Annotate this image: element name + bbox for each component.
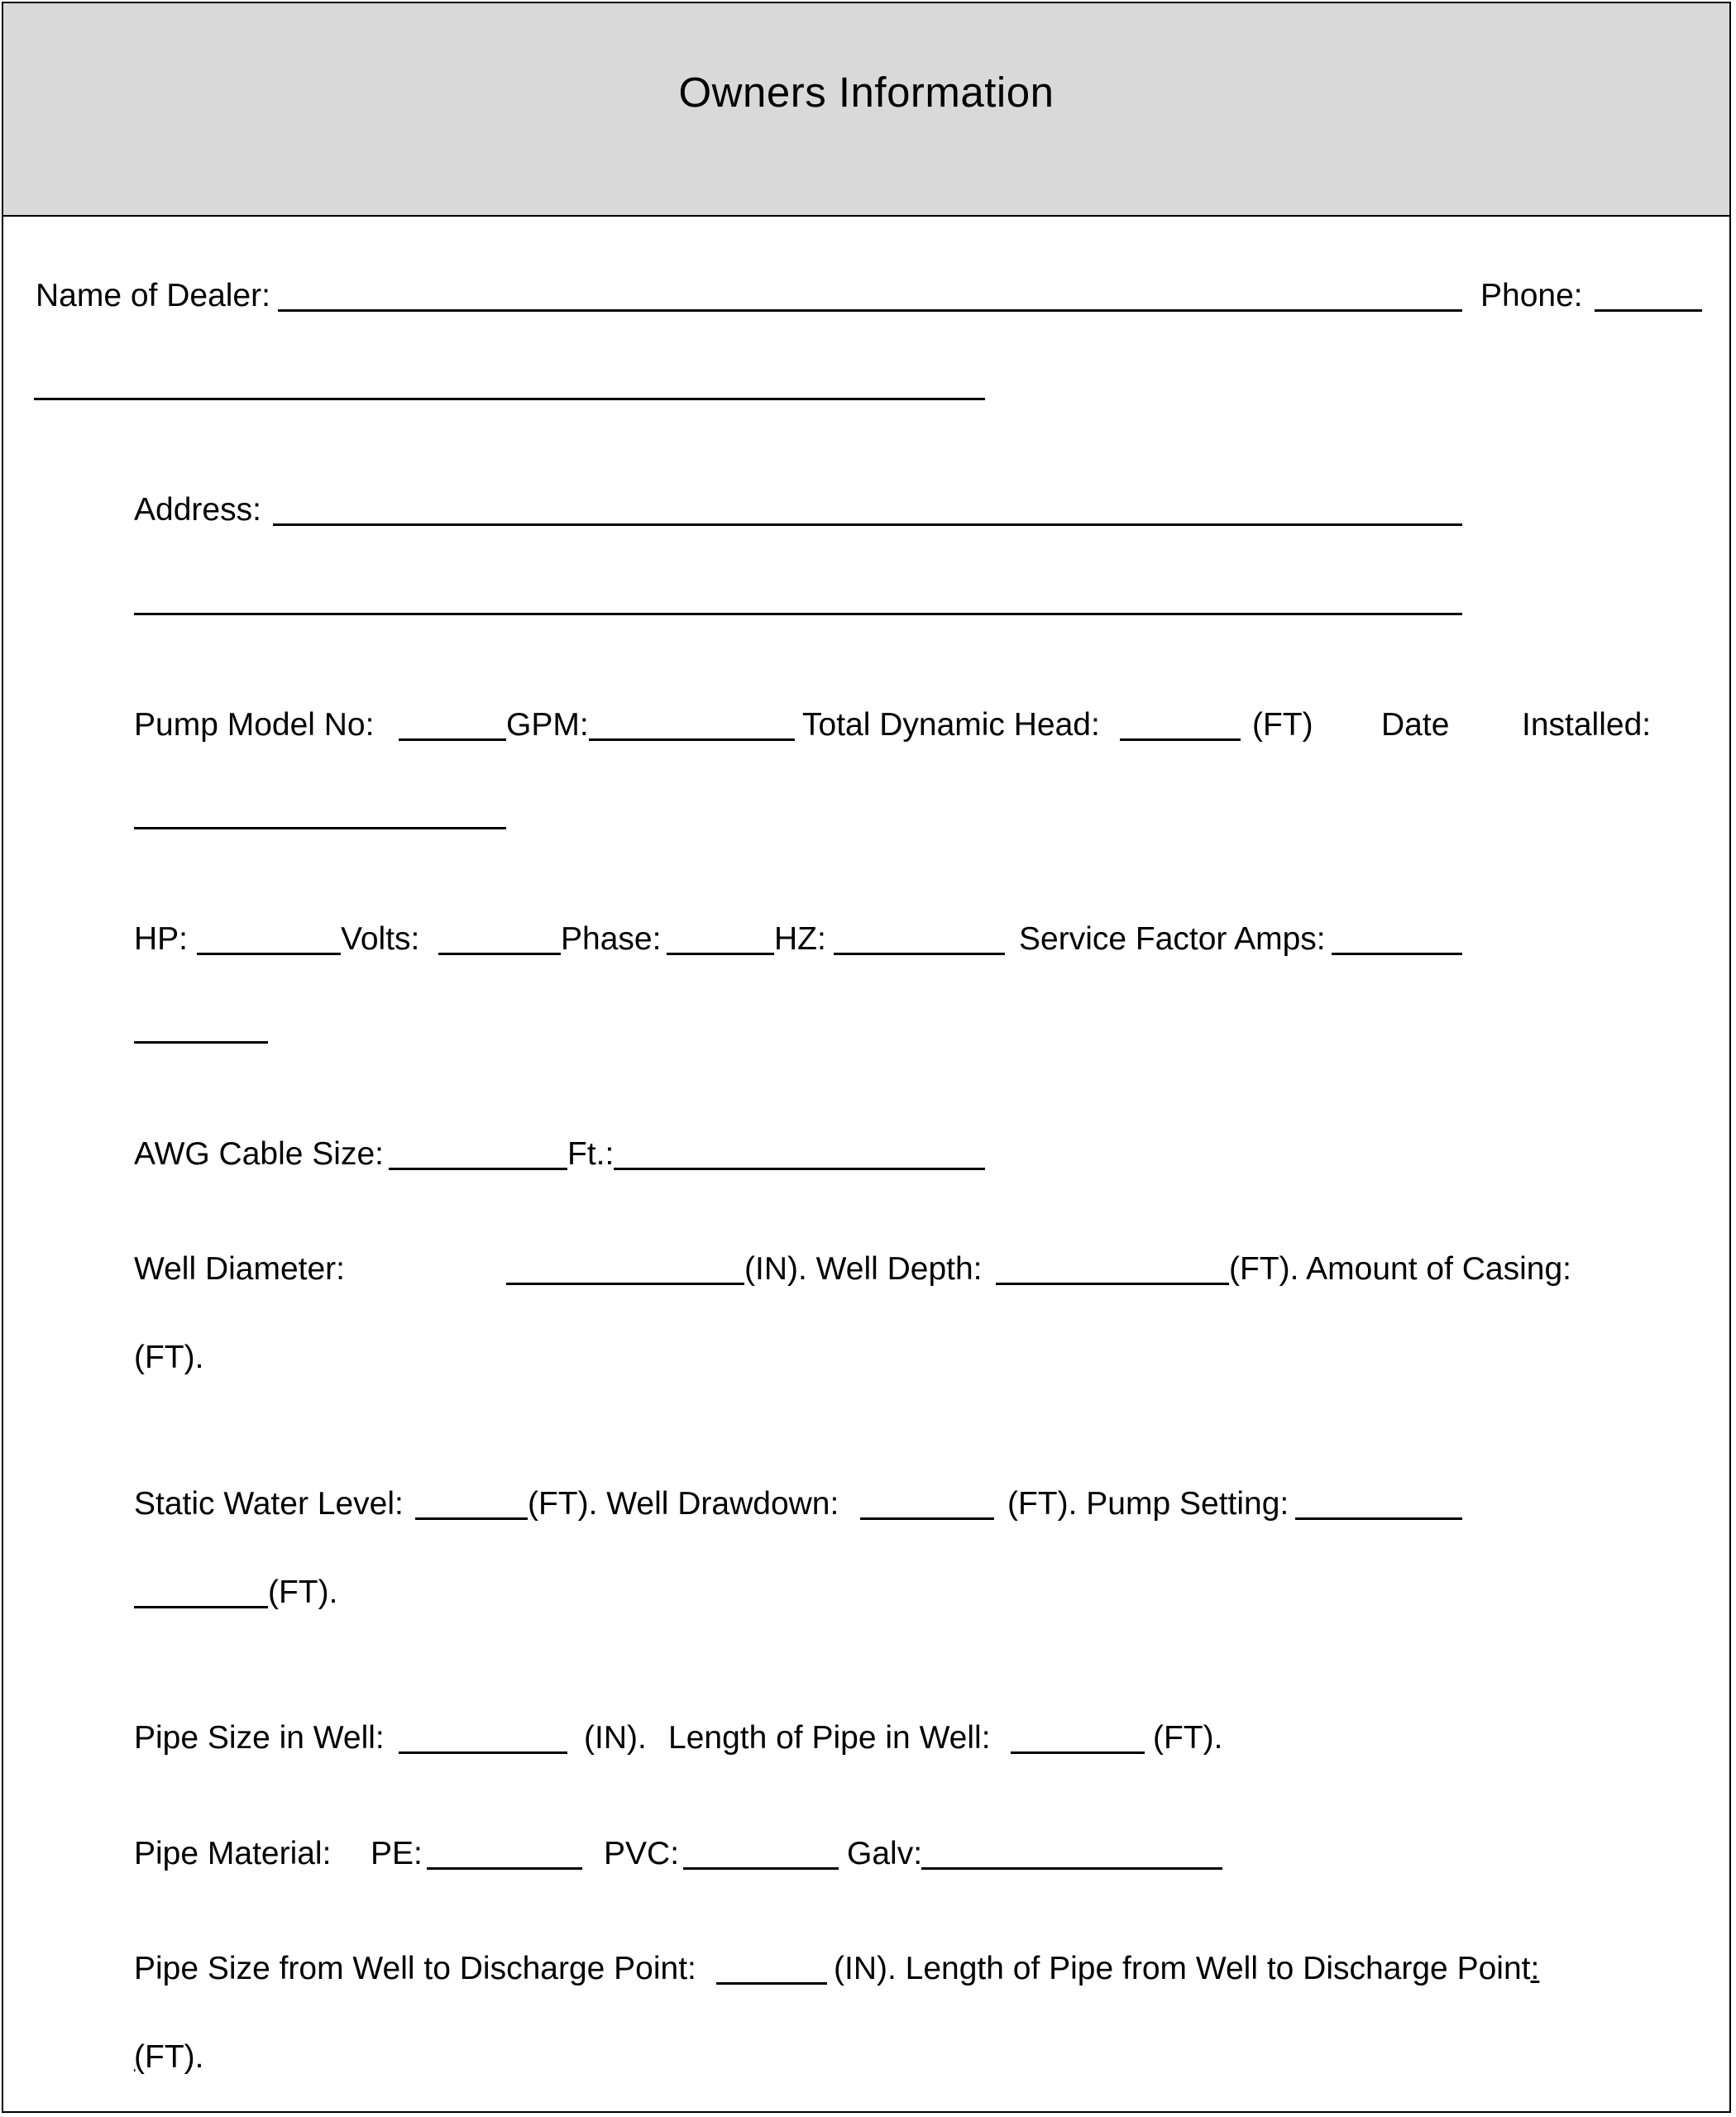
discharge-size-field[interactable]: [716, 1982, 827, 1985]
hp-field[interactable]: [197, 953, 341, 955]
cable-ft-field[interactable]: [614, 1168, 985, 1170]
phone-field[interactable]: [1595, 309, 1702, 312]
well-depth-field[interactable]: [996, 1283, 1229, 1285]
well-diameter-label: Well Diameter:: [134, 1251, 346, 1287]
pipe-length-label: Length of Pipe in Well:: [668, 1720, 991, 1756]
discharge-size-label: Pipe Size from Well to Discharge Point:: [134, 1951, 696, 1986]
pump-setting-field[interactable]: [1295, 1517, 1462, 1520]
hz-label: HZ:: [774, 921, 826, 957]
gpm-label: GPM:: [506, 707, 589, 743]
casing-unit: (FT).: [134, 1340, 204, 1375]
discharge-length-unit-text: FT).: [145, 2039, 204, 2075]
hz-field[interactable]: [834, 953, 1005, 955]
address-label: Address:: [134, 492, 261, 528]
pipe-material-label: Pipe Material:: [134, 1836, 332, 1871]
well-drawdown-field[interactable]: [860, 1517, 994, 1520]
galv-field[interactable]: [921, 1867, 1222, 1870]
pipe-length-field[interactable]: [1011, 1751, 1145, 1754]
pipe-length-unit: (FT).: [1153, 1720, 1223, 1756]
discharge-size-unit: [834, 1952, 1539, 1985]
address-field-line-1[interactable]: [273, 523, 1462, 526]
pump-setting-unit: (FT).: [268, 1575, 338, 1610]
volts-label: Volts:: [341, 921, 420, 957]
tdh-label: Total Dynamic Head:: [802, 707, 1100, 743]
installed-label: Installed:: [1522, 707, 1652, 743]
discharge-length-label: (IN). Length of Pipe from Well to Discharge Point: [834, 1951, 1531, 1986]
well-diameter-unit: (IN). Well Depth:: [744, 1251, 983, 1287]
dealer-label: Name of Dealer:: [36, 278, 270, 313]
service-factor-amps-label: Service Factor Amps:: [1019, 921, 1326, 957]
pump-setting-field-continued[interactable]: [134, 1606, 268, 1608]
dealer-name-field[interactable]: [278, 309, 1462, 312]
phase-field[interactable]: [667, 953, 774, 955]
tdh-field[interactable]: [1120, 738, 1241, 741]
well-depth-unit: (FT). Amount of Casing:: [1229, 1251, 1571, 1287]
date-installed-field[interactable]: [134, 827, 506, 829]
discharge-length-unit: [134, 2041, 203, 2073]
pe-field[interactable]: [427, 1867, 582, 1870]
service-factor-amps-field[interactable]: [1332, 953, 1462, 955]
pipe-size-label: Pipe Size in Well:: [134, 1720, 385, 1756]
page-title: Owners Information: [678, 69, 1055, 116]
awg-cable-size-label: AWG Cable Size:: [134, 1136, 384, 1172]
awg-cable-size-field[interactable]: [389, 1168, 567, 1170]
pipe-size-field[interactable]: [399, 1751, 567, 1754]
pe-label: PE:: [371, 1836, 423, 1871]
discharge-length-paren: (: [134, 2039, 145, 2075]
pipe-size-unit: (IN).: [584, 1720, 647, 1756]
gpm-field[interactable]: [589, 738, 795, 741]
static-water-level-label: Static Water Level:: [134, 1486, 404, 1522]
cable-ft-label: Ft.:: [567, 1136, 615, 1172]
discharge-length-colon: :: [1530, 1951, 1540, 1986]
address-field-line-2[interactable]: [134, 613, 1462, 615]
date-label: Date: [1381, 707, 1450, 743]
static-water-level-field[interactable]: [415, 1517, 528, 1520]
service-factor-amps-field-continued[interactable]: [134, 1041, 268, 1044]
static-water-level-unit: (FT). Well Drawdown:: [528, 1486, 839, 1522]
tdh-unit: (FT): [1252, 707, 1313, 743]
phase-label: Phase:: [561, 921, 662, 957]
form-frame: [2, 2, 1731, 2113]
drawdown-unit: (FT). Pump Setting:: [1007, 1486, 1289, 1522]
hp-label: HP:: [134, 921, 189, 957]
pvc-field[interactable]: [683, 1867, 839, 1870]
pump-model-field[interactable]: [399, 738, 506, 741]
volts-field[interactable]: [438, 953, 561, 955]
form-header: [3, 3, 1729, 217]
phone-label: Phone:: [1480, 278, 1583, 313]
pump-model-label: Pump Model No:: [134, 707, 375, 743]
well-diameter-field[interactable]: [506, 1283, 744, 1285]
galv-label: Galv:: [847, 1836, 923, 1871]
phone-field-continued[interactable]: [34, 398, 985, 400]
pvc-label: PVC:: [604, 1836, 680, 1871]
